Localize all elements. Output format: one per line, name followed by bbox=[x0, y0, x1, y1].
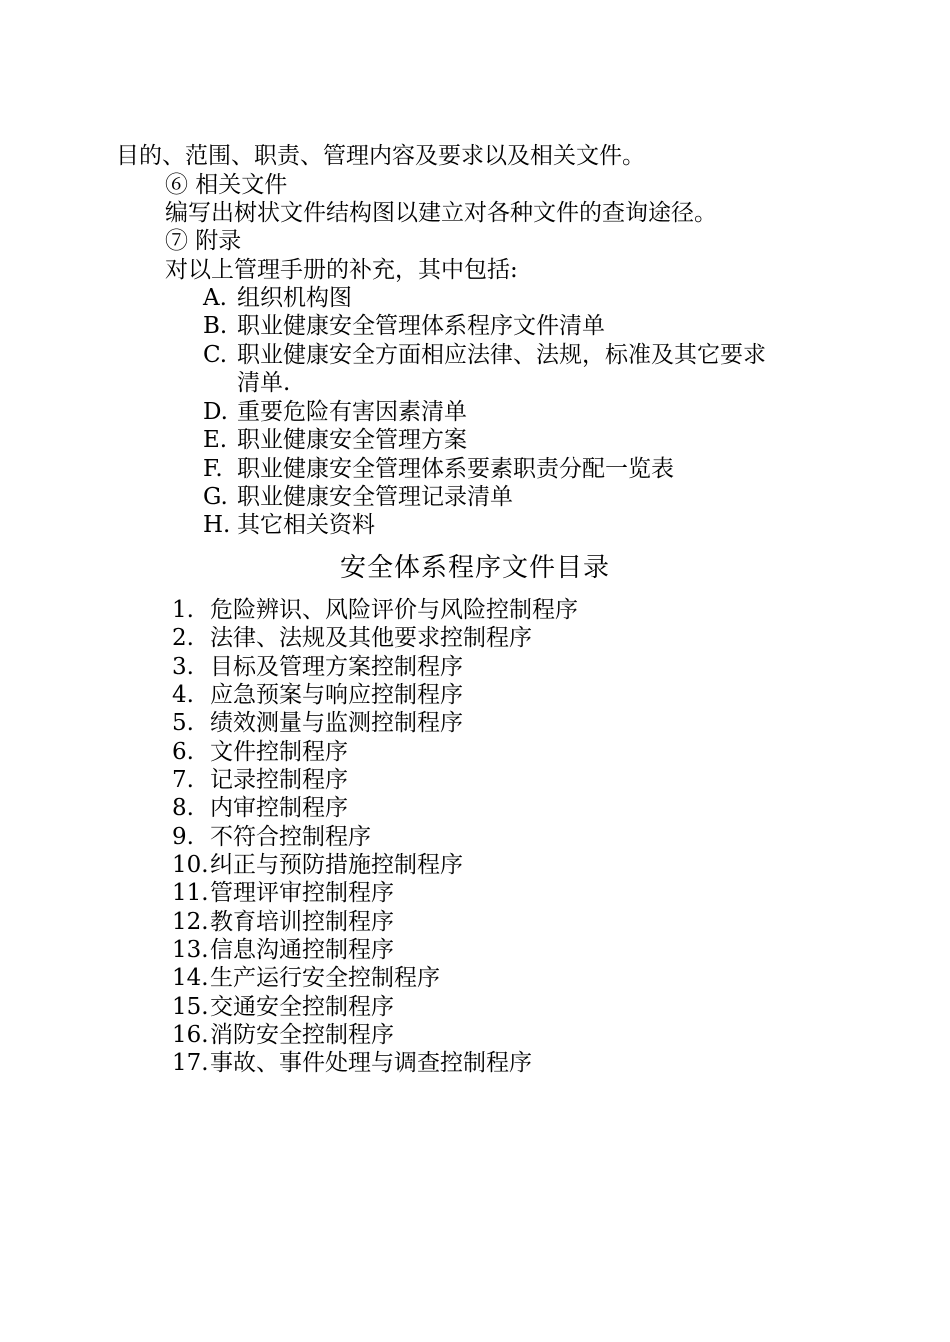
procedure-number: 5. bbox=[172, 710, 194, 736]
appendix-text: 职业健康安全方面相应法律、法规，标准及其它要求 bbox=[237, 342, 766, 368]
intro-line: 目的、范围、职责、管理内容及要求以及相关文件。 bbox=[116, 143, 645, 169]
appendix-marker: C. bbox=[203, 342, 228, 368]
appendix-text-continuation: 清单. bbox=[237, 370, 291, 396]
appendix-item bbox=[203, 398, 467, 426]
procedure-item bbox=[172, 738, 348, 766]
appendix-item bbox=[203, 455, 674, 483]
procedure-text: 管理评审控制程序 bbox=[210, 880, 394, 906]
appendix-item bbox=[203, 511, 375, 539]
section6-heading: ⑥ 相关文件 bbox=[165, 172, 288, 198]
procedure-number: 10. bbox=[172, 852, 209, 878]
procedure-number: 6. bbox=[172, 739, 194, 765]
procedure-number: 16. bbox=[172, 1022, 209, 1048]
procedure-text: 纠正与预防措施控制程序 bbox=[210, 852, 463, 878]
procedure-text: 应急预案与响应控制程序 bbox=[210, 682, 463, 708]
appendix-item bbox=[203, 341, 766, 397]
appendix-marker: B. bbox=[203, 313, 228, 339]
procedure-number: 9. bbox=[172, 824, 194, 850]
procedure-item bbox=[172, 993, 394, 1021]
procedure-number: 4. bbox=[172, 682, 194, 708]
procedure-text: 绩效测量与监测控制程序 bbox=[210, 710, 463, 736]
procedure-number: 3. bbox=[172, 654, 194, 680]
procedure-item bbox=[172, 851, 463, 879]
appendix-item bbox=[203, 284, 352, 312]
section6-text: 编写出树状文件结构图以建立对各种文件的查询途径。 bbox=[165, 200, 717, 226]
procedure-number: 11. bbox=[172, 880, 209, 906]
appendix-text: 职业健康安全管理方案 bbox=[237, 427, 467, 453]
procedure-text: 不符合控制程序 bbox=[210, 824, 371, 850]
appendix-item bbox=[203, 426, 467, 454]
procedure-number: 2. bbox=[172, 625, 194, 651]
procedure-item bbox=[172, 936, 394, 964]
procedure-item bbox=[172, 596, 578, 624]
appendix-marker: H. bbox=[203, 512, 231, 538]
procedure-number: 14. bbox=[172, 965, 209, 991]
appendix-marker: F. bbox=[203, 456, 223, 482]
procedure-item bbox=[172, 879, 394, 907]
procedure-text: 内审控制程序 bbox=[210, 795, 348, 821]
procedure-text: 文件控制程序 bbox=[210, 739, 348, 765]
section7-text: 对以上管理手册的补充，其中包括: bbox=[165, 257, 518, 283]
appendix-marker: G. bbox=[203, 484, 228, 510]
appendix-text: 职业健康安全管理记录清单 bbox=[237, 484, 513, 510]
procedure-number: 17. bbox=[172, 1050, 209, 1076]
procedure-item bbox=[172, 794, 348, 822]
procedure-text: 事故、事件处理与调查控制程序 bbox=[210, 1050, 532, 1076]
procedure-text: 记录控制程序 bbox=[210, 767, 348, 793]
procedure-item bbox=[172, 1021, 394, 1049]
procedure-item bbox=[172, 1049, 532, 1077]
procedure-item bbox=[172, 624, 532, 652]
procedure-text: 消防安全控制程序 bbox=[210, 1022, 394, 1048]
procedure-text: 目标及管理方案控制程序 bbox=[210, 654, 463, 680]
procedure-number: 7. bbox=[172, 767, 194, 793]
section7-heading: ⑦ 附录 bbox=[165, 228, 242, 254]
procedure-text: 教育培训控制程序 bbox=[210, 909, 394, 935]
appendix-item bbox=[203, 483, 513, 511]
procedure-text: 法律、法规及其他要求控制程序 bbox=[210, 625, 532, 651]
procedure-number: 13. bbox=[172, 937, 209, 963]
procedure-item bbox=[172, 766, 348, 794]
appendix-text: 其它相关资料 bbox=[237, 512, 375, 538]
procedure-item bbox=[172, 653, 463, 681]
appendix-marker: E. bbox=[203, 427, 228, 453]
appendix-marker: D. bbox=[203, 399, 228, 425]
procedure-item bbox=[172, 709, 463, 737]
procedure-text: 信息沟通控制程序 bbox=[210, 937, 394, 963]
appendix-marker: A. bbox=[203, 285, 227, 311]
appendix-text: 职业健康安全管理体系要素职责分配一览表 bbox=[237, 456, 674, 482]
procedure-item bbox=[172, 908, 394, 936]
procedure-number: 1. bbox=[172, 597, 194, 623]
appendix-text: 职业健康安全管理体系程序文件清单 bbox=[237, 313, 605, 339]
procedure-number: 15. bbox=[172, 994, 209, 1020]
procedure-text: 交通安全控制程序 bbox=[210, 994, 394, 1020]
procedure-item bbox=[172, 964, 440, 992]
procedure-number: 8. bbox=[172, 795, 194, 821]
procedures-title: 安全体系程序文件目录 bbox=[339, 553, 610, 583]
procedure-item bbox=[172, 681, 463, 709]
procedure-text: 生产运行安全控制程序 bbox=[210, 965, 440, 991]
procedure-number: 12. bbox=[172, 909, 209, 935]
procedure-text: 危险辨识、风险评价与风险控制程序 bbox=[210, 597, 578, 623]
appendix-text: 重要危险有害因素清单 bbox=[237, 399, 467, 425]
procedure-item bbox=[172, 823, 371, 851]
appendix-item bbox=[203, 312, 605, 340]
appendix-text: 组织机构图 bbox=[237, 285, 352, 311]
